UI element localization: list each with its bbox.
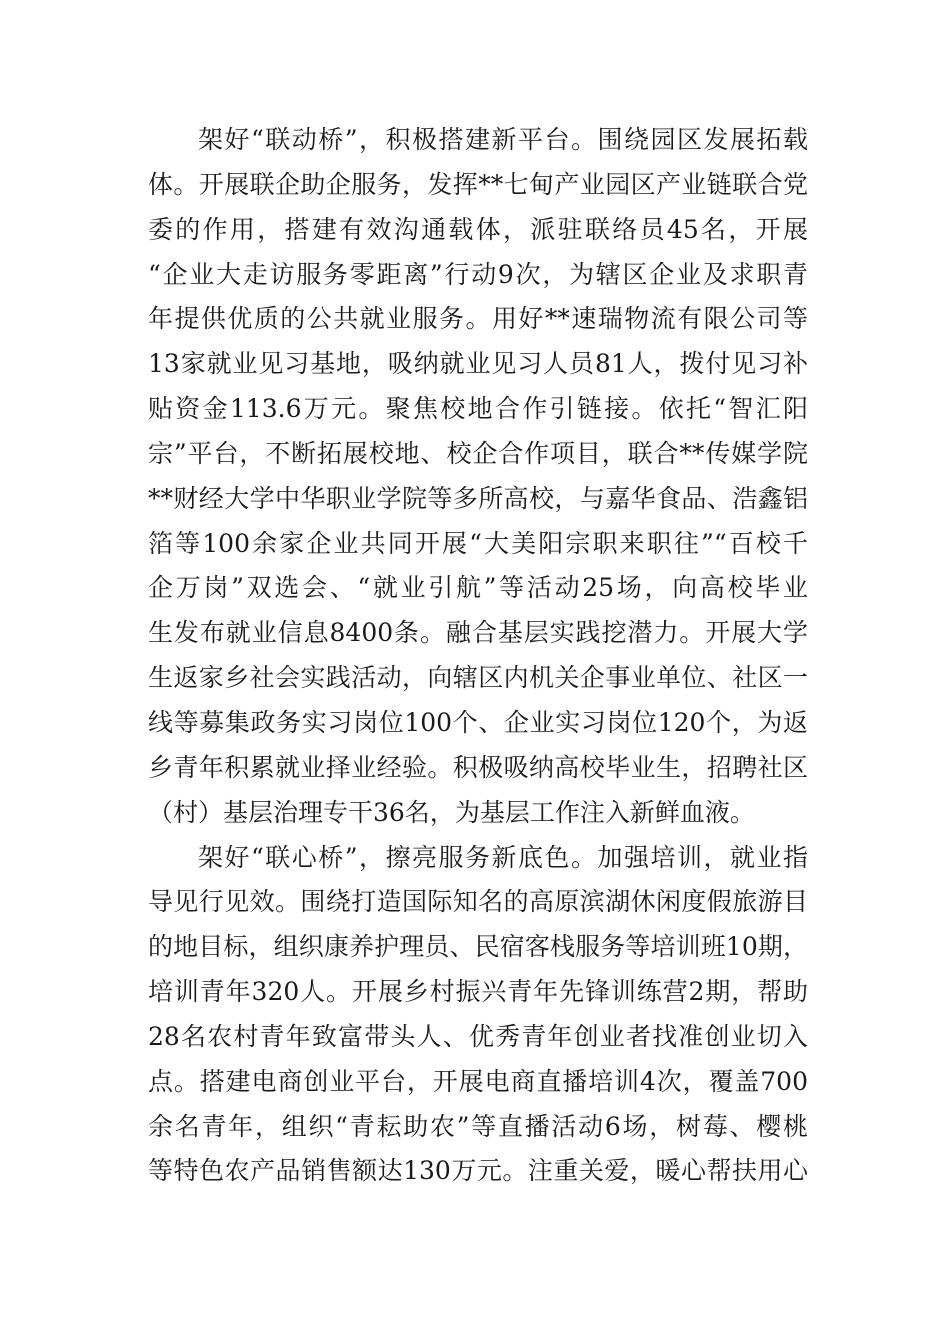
body-text — [148, 118, 808, 1194]
text-line: 生发布就业信息8400条。融合基层实践挖潜力。开展大学 — [148, 618, 808, 648]
text-line: 线等募集政务实习岗位100个、企业实习岗位120个，为返 — [148, 707, 808, 737]
text-line: 等特色农产品销售额达130万元。注重关爱，暖心帮扶用心 — [148, 1156, 808, 1186]
text-line: 28名农村青年致富带头人、优秀青年创业者找准创业切入 — [148, 1021, 808, 1051]
text-line: 贴资金113.6万元。聚焦校地合作引链接。依托“智汇阳 — [148, 394, 808, 424]
text-line: 的地目标，组织康养护理员、民宿客栈服务等培训班10期， — [148, 932, 808, 962]
text-line: 培训青年320人。开展乡村振兴青年先锋训练营2期，帮助 — [148, 977, 808, 1007]
text-line: 余名青年，组织“青耘助农”等直播活动6场，树莓、樱桃 — [148, 1111, 808, 1141]
paragraph-heart-bridge — [148, 836, 808, 1195]
text-line: 年提供优质的公共就业服务。用好**速瑞物流有限公司等 — [148, 304, 808, 334]
text-line: 乡青年积累就业择业经验。积极吸纳高校毕业生，招聘社区 — [148, 752, 808, 782]
text-line: 生返家乡社会实践活动，向辖区内机关企事业单位、社区一 — [148, 663, 808, 693]
text-line: 架好“联动桥”，积极搭建新平台。围绕园区发展拓载 — [198, 125, 808, 154]
text-line: “企业大走访服务零距离”行动9次，为辖区企业及求职青 — [148, 259, 808, 289]
text-line: 架好“联心桥”，擦亮服务新底色。加强培训，就业指 — [198, 842, 808, 872]
text-line: 13家就业见习基地，吸纳就业见习人员81人，拨付见习补 — [148, 349, 808, 379]
text-line: 体。开展联企助企服务，发挥**七甸产业园区产业链联合党 — [148, 169, 808, 199]
text-line: **财经大学中华职业学院等多所高校，与嘉华食品、浩鑫铝 — [148, 483, 808, 513]
text-line: 点。搭建电商创业平台，开展电商直播培训4次，覆盖700 — [148, 1066, 808, 1096]
text-line: 委的作用，搭建有效沟通载体，派驻联络员45名，开展 — [148, 214, 808, 244]
text-line: 导见行见效。围绕打造国际知名的高原滨湖休闲度假旅游目 — [148, 887, 808, 917]
text-line: 宗”平台，不断拓展校地、校企合作项目，联合**传媒学院 — [148, 438, 808, 468]
text-line: 箔等100余家企业共同开展“大美阳宗职来职往”“百校千 — [148, 528, 808, 558]
paragraph-linkage-bridge — [148, 118, 808, 836]
text-line: （村）基层治理专干36名，为基层工作注入新鲜血液。 — [148, 797, 755, 827]
text-line: 企万岗”双选会、“就业引航”等活动25场，向高校毕业 — [148, 573, 808, 603]
